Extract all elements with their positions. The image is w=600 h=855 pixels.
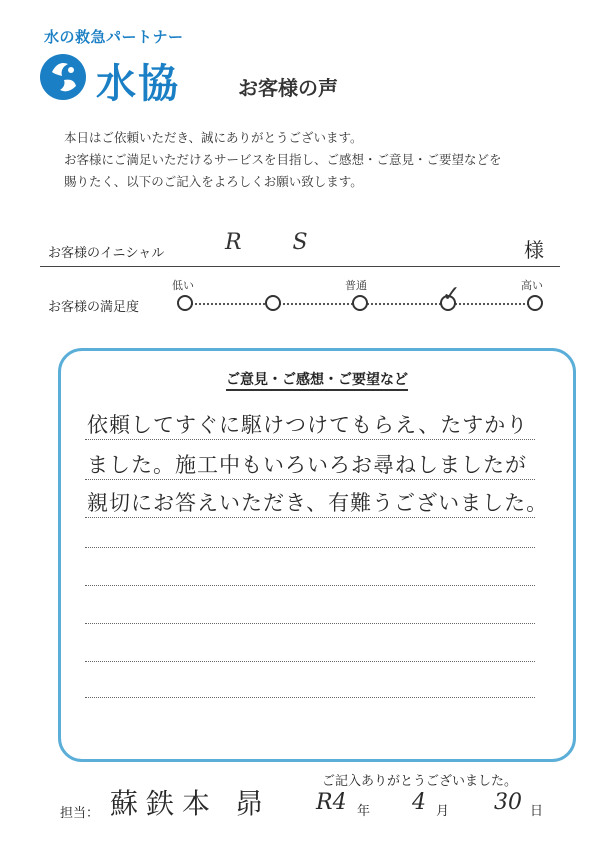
opinion-title [61,369,573,389]
checkmark-icon: ✓ [442,282,461,307]
droplet-logo-icon [38,52,88,102]
opinion-box [58,348,576,762]
date-month[interactable]: 4 [412,790,426,815]
opinion-line-1[interactable]: 依頼してすぐに駆けつけてもらえ、たすかり [87,413,529,437]
customer-initial-row [40,228,560,267]
ruled-line [85,547,535,548]
honorific-label: 様 [524,238,544,262]
ruled-line [85,585,535,586]
brand-tagline: 水の救急パートナー [44,28,184,46]
intro-text [64,127,564,193]
date-day-unit: 日 [530,804,544,819]
date-day[interactable]: 30 [494,790,522,815]
customer-initial-value[interactable]: R S [225,230,330,255]
opinion-title-text: ご意見・ご感想・ご要望など [226,372,408,391]
intro-line: 本日はご依頼いただき、誠にありがとうございます。 [64,130,363,145]
ruled-line [85,439,535,440]
date-month-unit: 月 [436,804,450,819]
staff-name[interactable]: 蘇鉄本 昴 [110,787,271,820]
ruled-line [85,661,535,662]
satisfaction-option-3[interactable] [352,295,368,311]
form-title: お客様の声 [238,76,338,100]
satisfaction-label: お客様の満足度 [48,300,140,315]
customer-initial-label: お客様のイニシャル [48,246,165,261]
intro-line: お客様にご満足いただけるサービスを目指し、ご感想・ご意見・ご要望などを [64,152,502,167]
ruled-line [85,517,535,518]
scale-label-mid: 普通 [345,279,367,292]
brand-logo-text: 水協 [96,60,180,107]
intro-line: 賜りたく、以下のご記入をよろしくお願い致します。 [64,174,363,189]
opinion-line-3[interactable]: 親切にお答えいただき、有難うございました。 [87,491,549,515]
satisfaction-option-5[interactable] [527,295,543,311]
opinion-line-2[interactable]: ました。施工中もいろいろお尋ねしましたが [87,453,527,477]
satisfaction-option-2[interactable] [265,295,281,311]
ruled-line [85,623,535,624]
satisfaction-option-1[interactable] [177,295,193,311]
ruled-line [85,479,535,480]
date-year[interactable]: R4 [316,790,347,815]
date-year-unit: 年 [357,804,371,819]
scale-label-high: 高い [521,279,543,292]
thanks-text: ご記入ありがとうございました。 [322,774,518,789]
staff-label: 担当： [60,806,100,821]
ruled-line [85,697,535,698]
scale-label-low: 低い [172,279,194,292]
